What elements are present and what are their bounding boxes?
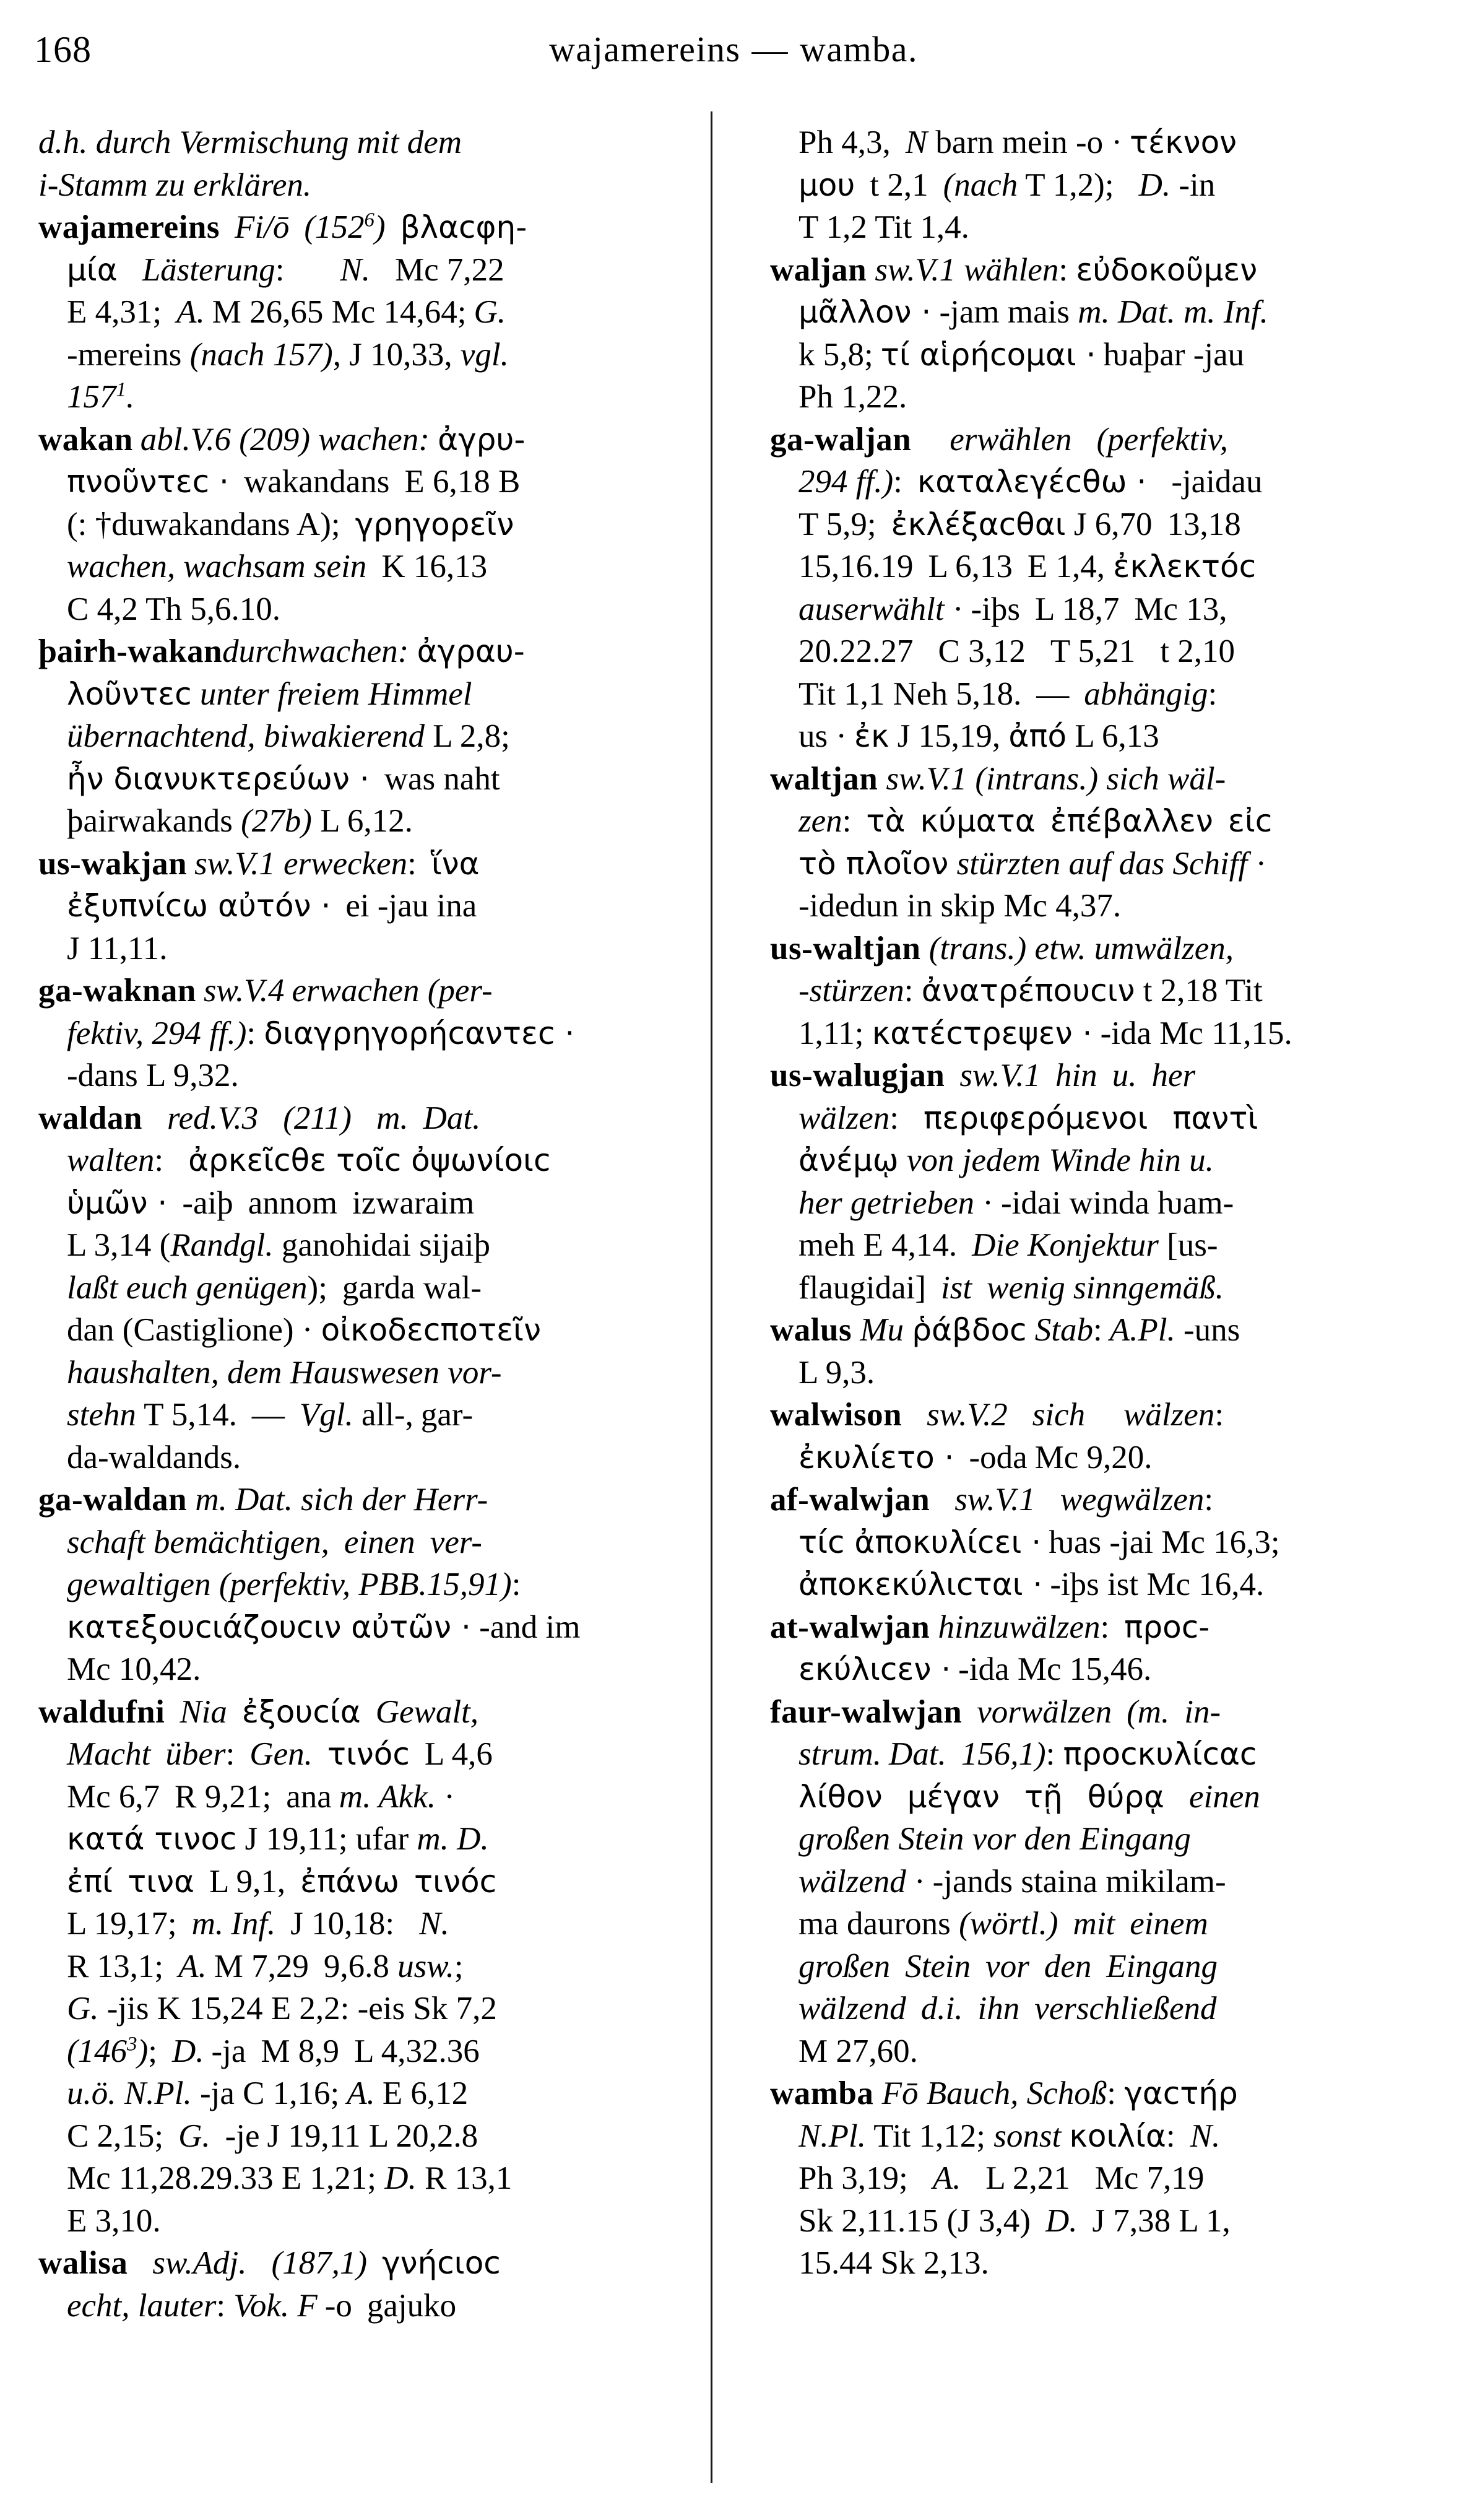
- text-line: $(146^3)$; D. -ja M 8,9 L 4,32.36: [67, 2032, 480, 2069]
- text-line: J 11,11.: [67, 930, 168, 967]
- text-line: R 13,1; A. M 7,29 9,6.8 usw.;: [67, 1948, 464, 1984]
- entry-wamba: [770, 2072, 1451, 2285]
- text-line: meh E 4,14. Die Konjektur [us-: [798, 1227, 1218, 1263]
- entry-waljan: [770, 249, 1451, 419]
- running-head-separator: —: [751, 29, 789, 69]
- text-line: T 1,2 Tit 1,4.: [798, 209, 969, 245]
- text-line: τίc ἀποκυλίcει · ƕas -jai Mc 16,3;: [798, 1524, 1280, 1560]
- entry-wakan: [38, 419, 719, 631]
- text-line: Ph 1,22.: [798, 379, 907, 415]
- text-line: stehn T 5,14. — Vgl. all-, gar-: [67, 1397, 474, 1433]
- entry-headword-line: wajamereins Fi/ō $(152^6)$ βλαcφη-: [38, 209, 527, 245]
- text-line: λίθον μέγαν τῇ θύρᾳ einen: [798, 1778, 1260, 1815]
- text-line: wälzend · -jands staina mikilam-: [798, 1863, 1226, 1900]
- entry-walisa: [38, 2242, 719, 2327]
- text-line: schaft bemächtigen, einen ver-: [67, 1524, 482, 1560]
- text-line: Ph 4,3, N barn mein -o · τέκνον: [798, 124, 1237, 160]
- text-line: zen: τὰ κύματα ἐπέβαλλεν εἰc: [798, 803, 1273, 839]
- text-line: übernachtend, biwakierend L 2,8;: [67, 718, 510, 754]
- text-line: d.h. durch Vermischung mit dem: [38, 124, 462, 160]
- text-line: fektiv, 294 ff.): διαγρηγορήcαντεc ·: [67, 1015, 575, 1051]
- text-line: Mc 11,28.29.33 E 1,21; D. R 13,1: [67, 2160, 513, 2196]
- text-line: ἦν διανυκτερεύων · was naht: [67, 760, 500, 797]
- text-line: -stürzen: ἀνατρέπουcιν t 2,18 Tit: [798, 973, 1263, 1009]
- text-line: Mc 10,42.: [67, 1651, 201, 1687]
- entry-faur-walwjan: [770, 1691, 1451, 2073]
- entry-headword-line: walwison sw.V.2 sich wälzen:: [770, 1397, 1224, 1433]
- text-line: wachen, wachsam sein K 16,13: [67, 549, 488, 584]
- text-line: μᾶλλον · -jam mais m. Dat. m. Inf.: [798, 294, 1268, 330]
- entry-ga-waknan: [38, 970, 719, 1097]
- text-line: E 3,10.: [67, 2202, 161, 2239]
- text-line: wälzend d.i. ihn verschließend: [798, 1991, 1217, 2027]
- text-line: us · ἐκ J 15,19, ἀπό L 6,13: [798, 718, 1159, 754]
- text-body: [0, 121, 1467, 2327]
- running-head-right-word: wamba.: [800, 29, 919, 69]
- text-line: auserwählt · -iþs L 18,7 Mc 13,: [798, 591, 1227, 627]
- text-line: C 4,2 Th 5,6.10.: [67, 591, 281, 627]
- text-line: κατά τινοc J 19,11; ufar m. D.: [67, 1821, 489, 1857]
- entry-headword-line: waldan red.V.3 (211) m. Dat.: [38, 1100, 481, 1136]
- text-line: ὑμῶν · -aiþ annom izwaraim: [67, 1184, 475, 1221]
- running-head-left-word: wajamereins: [548, 29, 741, 69]
- text-line: -mereins (nach 157), J 10,33, vgl.: [67, 336, 509, 373]
- entry-headword-line: us-wakjan sw.V.1 erwecken: ἵνα: [38, 845, 480, 882]
- text-line: i-Stamm zu erklären.: [38, 167, 312, 203]
- entry-ga-waljan: [770, 419, 1451, 758]
- text-line: gewaltigen (perfektiv, PBB.15,91):: [67, 1566, 521, 1602]
- text-line: M 27,60.: [798, 2033, 918, 2069]
- entry-walwison: [770, 1394, 1451, 1479]
- entry-af-walwjan: [770, 1479, 1451, 1606]
- entry-walus: [770, 1309, 1451, 1394]
- entry-headword-line: þairh-wakandurchwachen: ἀγραυ-: [38, 633, 525, 669]
- entry-headword-line: us-walugjan sw.V.1 hin u. her: [770, 1058, 1196, 1093]
- text-line: laßt euch genügen); garda wal-: [67, 1269, 482, 1306]
- text-line: Macht über: Gen. τινόc L 4,6: [67, 1736, 493, 1772]
- entry-headword-line: walisa sw.Adj. (187,1) γνήcιοc: [38, 2245, 501, 2281]
- text-line: (: †duwakandans A); γρηγορεῖν: [67, 506, 514, 542]
- text-line: da-waldands.: [67, 1439, 241, 1475]
- text-line: λοῦντεc unter freiem Himmel: [67, 676, 472, 712]
- left-column: [38, 121, 719, 2327]
- entry-waldufni: [38, 1691, 719, 2243]
- text-line: her getrieben · -idai winda ƕam-: [798, 1184, 1234, 1221]
- entry-headword-line: waljan sw.V.1 wählen: εὐδοκοῦμεν: [770, 251, 1258, 288]
- text-line: ἐκυλίετο · -oda Mc 9,20.: [798, 1439, 1153, 1475]
- text-line: Sk 2,11.15 (J 3,4) D. J 7,38 L 1,: [798, 2202, 1231, 2239]
- entry-wajamereins: [38, 206, 719, 419]
- text-line: walten: ἀρκεῖcθε τοῖc ὀψωνίοιc: [67, 1142, 551, 1178]
- entry-us-wakjan: [38, 843, 719, 970]
- text-line: E 4,31; A. M 26,65 Mc 14,64; G.: [67, 294, 506, 330]
- entry-headword-line: af-walwjan sw.V.1 wegwälzen:: [770, 1482, 1214, 1518]
- entry-waltjan: [770, 758, 1451, 928]
- entry-thairh-wakan: [38, 630, 719, 843]
- text-line: 294 ff.): καταλεγέcθω · -jaidau: [798, 464, 1263, 500]
- text-line: N.Pl. Tit 1,12; sonst κοιλία: N.: [798, 2118, 1221, 2154]
- entry-continuation-walisa: [770, 121, 1451, 249]
- entry-headword-line: faur-walwjan vorwälzen (m. in-: [770, 1693, 1221, 1730]
- text-line: -dans L 9,32.: [67, 1058, 239, 1093]
- entry-us-walugjan: [770, 1054, 1451, 1309]
- entry-waldan: [38, 1097, 719, 1479]
- entry-ga-waldan: [38, 1479, 719, 1691]
- entry-headword-line: us-waltjan (trans.) etw. umwälzen,: [770, 930, 1234, 967]
- text-line: Tit 1,1 Neh 5,18. — abhängig:: [798, 676, 1218, 712]
- text-line: u.ö. N.Pl. -ja C 1,16; A. E 6,12: [67, 2075, 469, 2111]
- running-head-title: [0, 28, 1467, 70]
- text-line: Mc 6,7 R 9,21; ana m. Akk. ·: [67, 1778, 455, 1815]
- text-line: þairwakands (27b) L 6,12.: [67, 803, 413, 839]
- text-line: 20.22.27 C 3,12 T 5,21 t 2,10: [798, 633, 1235, 669]
- text-line: ἐξυπνίcω αὐτόν · ei -jau ina: [67, 888, 477, 924]
- text-line: ἀποκεκύλιcται · -iþs ist Mc 16,4.: [798, 1566, 1265, 1602]
- text-line: -idedun in skip Mc 4,37.: [798, 888, 1122, 924]
- text-line: $157^1$.: [67, 378, 135, 415]
- text-line: μία Lästerung: N. Mc 7,22: [67, 251, 504, 288]
- text-line: echt, lauter: Vok. F -o gajuko: [67, 2287, 457, 2324]
- text-line: wälzen: περιφερόμενοι παντὶ: [798, 1100, 1258, 1136]
- text-line: τὸ πλοῖον stürzten auf das Schiff ·: [798, 845, 1267, 882]
- entry-headword-line: at-walwjan hinzuwälzen: προc-: [770, 1609, 1210, 1645]
- entry-headword-line: waltjan sw.V.1 (intrans.) sich wäl-: [770, 760, 1226, 797]
- entry-continuation-previous: [38, 121, 719, 206]
- entry-headword-line: waldufni Nia ἐξουcία Gewalt,: [38, 1693, 479, 1730]
- text-line: großen Stein vor den Eingang: [798, 1821, 1191, 1857]
- entry-headword-line: ga-waljan erwählen (perfektiv,: [770, 421, 1228, 458]
- text-line: ἐπί τινα L 9,1, ἐπάνω τινόc: [67, 1863, 497, 1900]
- text-line: großen Stein vor den Eingang: [798, 1948, 1218, 1984]
- entry-headword-line: ga-waknan sw.V.4 erwachen (per-: [38, 973, 493, 1009]
- running-head: [0, 24, 1467, 79]
- text-line: 1,11; κατέcτρεψεν · -ida Mc 11,15.: [798, 1015, 1292, 1051]
- text-line: ἀνέμῳ von jedem Winde hin u.: [798, 1142, 1214, 1178]
- text-line: flaugidai] ist wenig sinngemäß.: [798, 1269, 1224, 1306]
- text-line: T 5,9; ἐκλέξαcθαι J 6,70 13,18: [798, 506, 1241, 542]
- entry-headword-line: ga-waldan m. Dat. sich der Herr-: [38, 1482, 488, 1518]
- text-line: C 2,15; G. -je J 19,11 L 20,2.8: [67, 2118, 478, 2154]
- text-line: haushalten, dem Hauswesen vor-: [67, 1354, 502, 1391]
- text-line: ma daurons (wörtl.) mit einem: [798, 1906, 1208, 1942]
- text-line: εκύλιcεν · -ida Mc 15,46.: [798, 1651, 1152, 1687]
- text-line: 15,16.19 L 6,13 E 1,4, ἐκλεκτόc: [798, 549, 1257, 584]
- text-line: 15.44 Sk 2,13.: [798, 2245, 989, 2281]
- page-number: 168: [34, 29, 92, 70]
- text-line: k 5,8; τί αἱρήcομαι · ƕaþar -jau: [798, 336, 1245, 373]
- entry-headword-line: wamba Fō Bauch, Schoß: γαcτήρ: [770, 2075, 1238, 2111]
- entry-at-walwjan: [770, 1606, 1451, 1691]
- text-line: strum. Dat. 156,1): προcκυλίcαc: [798, 1736, 1257, 1772]
- text-line: L 3,14 (Randgl. ganohidai sijaiþ: [67, 1227, 490, 1263]
- text-line: L 9,3.: [798, 1354, 875, 1391]
- entry-headword-line: walus Mu ῥάβδοc Stab: A.Pl. -uns: [770, 1312, 1240, 1348]
- text-line: μου t 2,1 (nach T 1,2); D. -in: [798, 167, 1216, 203]
- entry-us-waltjan: [770, 928, 1451, 1055]
- text-line: Ph 3,19; A. L 2,21 Mc 7,19: [798, 2160, 1205, 2196]
- text-line: πνοῦντεc · wakandans E 6,18 B: [67, 464, 521, 500]
- text-line: κατεξουcιάζουcιν αὐτῶν · -and im: [67, 1609, 581, 1645]
- right-column: [770, 121, 1451, 2327]
- text-line: dan (Castiglione) · οἰκοδεcποτεῖν: [67, 1312, 542, 1348]
- entry-headword-line: wakan abl.V.6 (209) wachen: ἀγρυ-: [38, 421, 526, 458]
- text-line: L 19,17; m. Inf. J 10,18: N.: [67, 1906, 449, 1942]
- text-line: G. -jis K 15,24 E 2,2: -eis Sk 7,2: [67, 1991, 497, 2027]
